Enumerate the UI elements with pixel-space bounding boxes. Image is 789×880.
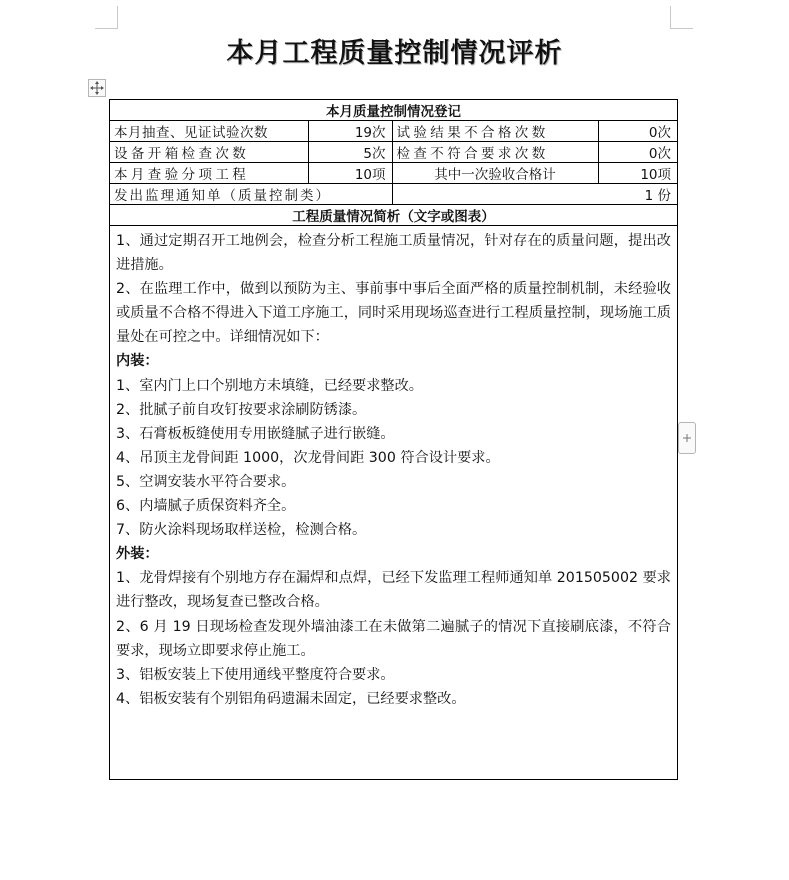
plus-icon [679, 423, 695, 453]
table-move-handle[interactable] [88, 79, 106, 97]
notice-label: 发出监理通知单（质量控制类） [110, 184, 392, 205]
table-row [110, 142, 677, 163]
list-item: 1、室内门上口个别地方未填缝，已经要求整改。 [116, 377, 423, 394]
list-item: 6、内墙腻子质保资料齐全。 [116, 498, 296, 515]
table-row [110, 121, 677, 142]
list-item: 2、6 月 19 日现场检查发现外墙油漆工在未做第二遍腻子的情况下直接刷底漆，不符合要求，现场立即要求停止施工。 [116, 618, 671, 659]
row-value: 5次 [308, 142, 392, 163]
row-label: 其中一次验收合格计 [392, 163, 598, 184]
row-label: 本月查验分项工程 [110, 163, 308, 184]
section-title-exterior: 外装： [116, 546, 159, 563]
paragraph: 2、在监理工作中，做到以预防为主、事前事中事后全面严格的质量控制机制，未经验收或质量不合格不得进入下道工序施工，同时采用现场巡查进行工程质量控制，现场施工质量处在可控之中。详细情况如下： [116, 281, 671, 346]
paragraph: 1、通过定期召开工地例会，检查分析工程施工质量情况，针对存在的质量问题，提出改进措施。 [116, 233, 671, 274]
page-corner-mark-top-left [95, 6, 118, 29]
quality-control-table [109, 99, 678, 780]
registry-table [110, 100, 677, 226]
list-item: 1、龙骨焊接有个别地方存在漏焊和点焊，已经下发监理工程师通知单 201505002 要求进行整改，现场复查已整改合格。 [116, 570, 671, 611]
list-item: 7、防火涂料现场取样送检，检测合格。 [116, 522, 367, 539]
move-arrows-icon [89, 80, 105, 96]
row-value: 10项 [598, 163, 677, 184]
notice-value: 1 份 [392, 184, 677, 205]
row-value: 0次 [598, 142, 677, 163]
row-value: 19次 [308, 121, 392, 142]
section-title-interior: 内装： [116, 353, 159, 370]
row-label: 设备开箱检查次数 [110, 142, 308, 163]
page-corner-mark-top-right [670, 6, 693, 29]
list-item: 4、吊顶主龙骨间距 1000，次龙骨间距 300 符合设计要求。 [116, 449, 500, 466]
row-value: 10项 [308, 163, 392, 184]
document-title: 本月工程质量控制情况评析 [226, 38, 563, 69]
analysis-body [110, 226, 677, 711]
row-label: 检查不符合要求次数 [392, 142, 598, 163]
list-item: 2、批腻子前自攻钉按要求涂刷防锈漆。 [116, 401, 367, 418]
registry-header: 本月质量控制情况登记 [110, 100, 677, 121]
table-row [110, 163, 677, 184]
table-row [110, 184, 677, 205]
list-item: 5、空调安装水平符合要求。 [116, 473, 296, 490]
list-item: 3、铝板安装上下使用通线平整度符合要求。 [116, 666, 395, 683]
row-label: 本月抽查、见证试验次数 [110, 121, 308, 142]
analysis-header: 工程质量情况简析（文字或图表） [110, 205, 677, 226]
add-column-handle[interactable] [678, 422, 696, 454]
list-item: 4、铝板安装有个别铝角码遗漏未固定，已经要求整改。 [116, 690, 466, 707]
row-value: 0次 [598, 121, 677, 142]
list-item: 3、石膏板板缝使用专用嵌缝腻子进行嵌缝。 [116, 425, 395, 442]
row-label: 试验结果不合格次数 [392, 121, 598, 142]
